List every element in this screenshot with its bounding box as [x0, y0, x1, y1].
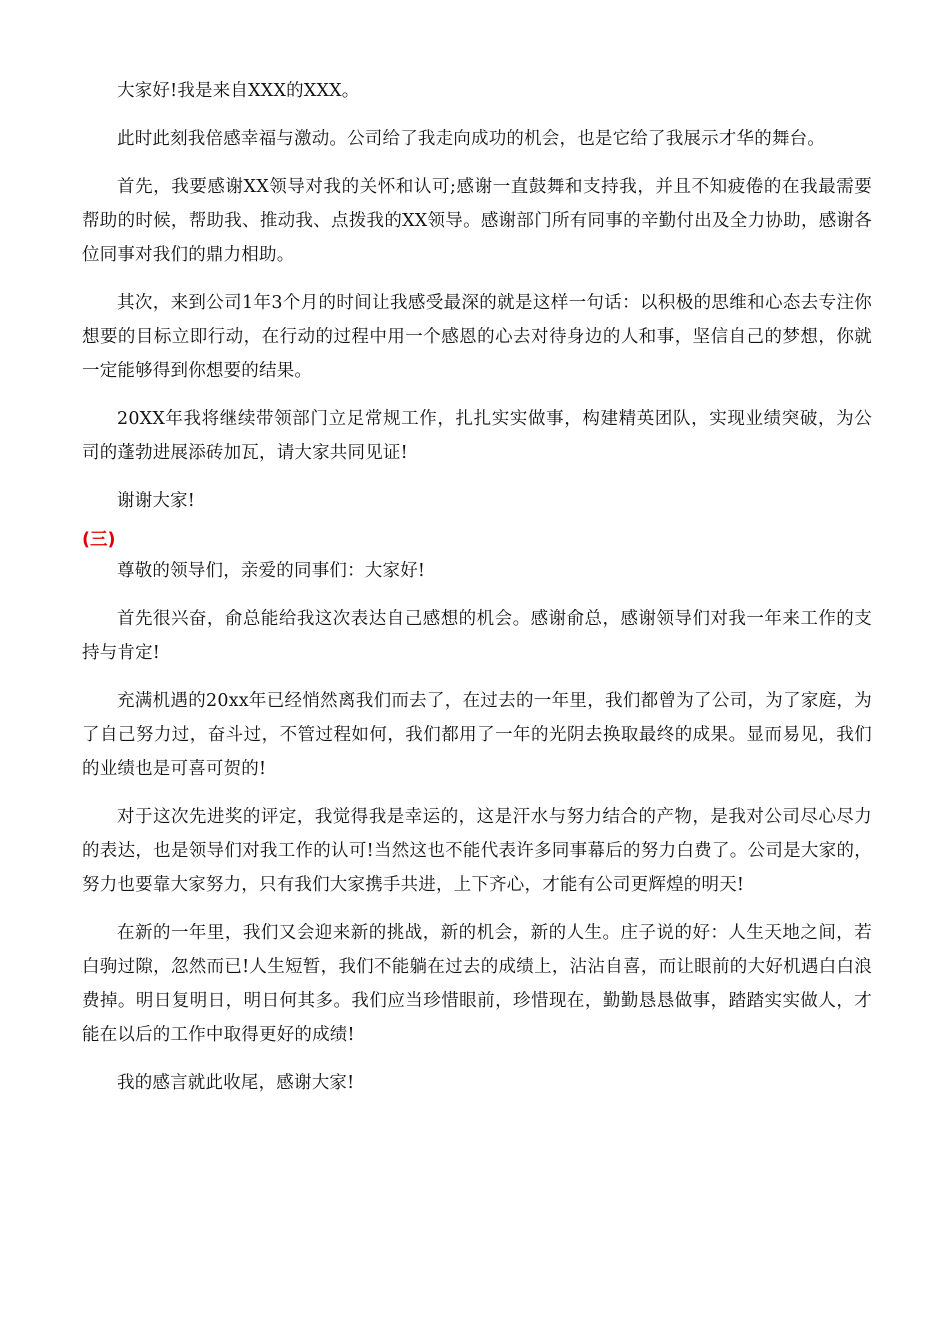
paragraph-salutation: 尊敬的领导们，亲爱的同事们：大家好! — [117, 561, 426, 581]
paragraph-closing-thanks: 谢谢大家! — [117, 491, 196, 511]
paragraph-gratitude-intro: 此时此刻我倍感幸福与激动。公司给了我走向成功的机会，也是它给了我展示才华的舞台。 — [117, 129, 825, 149]
paragraph-past-year: 充满机遇的20xx年已经悄然离我们而去了，在过去的一年里，我们都曾为了公司，为了家庭，为了自己努力过，奋斗过，不管过程如何，我们都用了一年的光阴去换取最终的成果。显而易见，我们的业绩也是可喜可贺的! — [82, 691, 872, 779]
document-page — [82, 74, 872, 1114]
paragraph-conclusion: 我的感言就此收尾，感谢大家! — [117, 1073, 355, 1093]
paragraph-plan: 20XX年我将继续带领部门立足常规工作，扎扎实实做事，构建精英团队，实现业绩突破，为公司的蓬勃进展添砖加瓦，请大家共同见证! — [82, 409, 872, 463]
paragraph-award: 对于这次先进奖的评定，我觉得我是幸运的，这是汗水与努力结合的产物，是我对公司尽心尽力的表达，也是领导们对我工作的认可!当然这也不能代表许多同事幕后的努力白费了。公司是大家的，努力也要靠大家努力，只有我们大家携手共进，上下齐心，才能有公司更辉煌的明天! — [82, 807, 872, 895]
paragraph-opportunity: 首先很兴奋，俞总能给我这次表达自己感想的机会。感谢俞总，感谢领导们对我一年来工作的支持与肯定! — [82, 609, 872, 663]
section-heading-three: (三) — [82, 530, 116, 550]
paragraph-thanks-leaders: 首先，我要感谢XX领导对我的关怀和认可;感谢一直鼓舞和支持我，并且不知疲倦的在我最需要帮助的时候，帮助我、推动我、点拨我的XX领导。感谢部门所有同事的辛勤付出及全力协助，感谢各位同事对我们的鼎力相助。 — [82, 177, 872, 265]
paragraph-greeting: 大家好!我是来自XXX的XXX。 — [117, 81, 360, 101]
paragraph-new-year: 在新的一年里，我们又会迎来新的挑战，新的机会，新的人生。庄子说的好：人生天地之间，若白驹过隙，忽然而已!人生短暂，我们不能躺在过去的成绩上，沾沾自喜，而让眼前的大好机遇白白浪费掉。明日复明日，明日何其多。我们应当珍惜眼前，珍惜现在，勤勤恳恳做事，踏踏实实做人，才能在以后的工作中取得更好的成绩! — [82, 923, 872, 1045]
paragraph-experience: 其次，来到公司1年3个月的时间让我感受最深的就是这样一句话：以积极的思维和心态去专注你想要的目标立即行动，在行动的过程中用一个感恩的心去对待身边的人和事，坚信自己的梦想，你就一定能够得到你想要的结果。 — [82, 293, 872, 381]
